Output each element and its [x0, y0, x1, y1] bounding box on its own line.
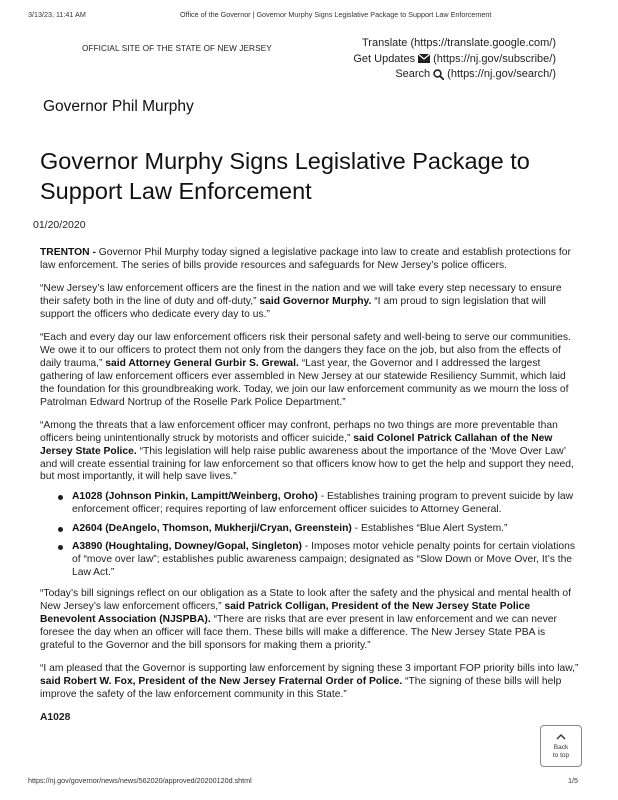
article-body: [40, 247, 580, 725]
quote-attribution: said Patrick Colligan, President of the New Jersey State Police Benevolent Association (NJSPBA).: [40, 601, 531, 625]
get-updates-link[interactable]: Get Updates: [353, 52, 416, 65]
paragraph-text: Governor Phil Murphy today signed a legislative package into law to create and establish protections for law enforcement. The series of bills provide resources and safeguards for New Jersey’s police officers.: [40, 247, 571, 271]
bill-id: A2604 (DeAngelo, Thomson, Mukherji/Cryan, Greenstein): [72, 522, 352, 534]
quote-text: “New Jersey’s law enforcement officers are the finest in the nation and we will take every step necessary to ensure their safety both in the line of duty and off-duty,”: [40, 283, 562, 308]
article-date: 01/20/2020: [33, 219, 86, 231]
back-to-top-label-2: to top: [552, 751, 570, 759]
quote-text: “I am pleased that the Governor is supporting law enforcement by signing these 3 important FOP priority bills into law,”: [40, 662, 579, 674]
search-url[interactable]: (https://nj.gov/search/): [447, 68, 556, 80]
quote-text: “This legislation will help raise public awareness about the importance of the ‘Move Over Law’ and will create essential training for law enforcement so that officers know how to get the help and support they need, but most importantly, it will help save lives.”: [40, 445, 574, 483]
site-brand[interactable]: Governor Phil Murphy: [43, 98, 194, 115]
quote-text: “There are risks that are ever present in law enforcement and we can never foresee the day when an officer will face them. These bills will make a difference. The New Jersey State PBA is grateful to the Governor and the bill sponsors for making them a priority.”: [40, 613, 557, 651]
quote-text: “Last year, the Governor and I addressed the largest gathering of law enforcement officers ever assembled in New Jersey at our statewide Resiliency Summit, which laid the foundation for this groundbreaking work. Today, we join our law enforcement community as we mourn the loss of Patrolman Edward Nortrup of the Roselle Park Police Department.”: [40, 357, 569, 408]
list-item: [40, 523, 580, 536]
list-item: [40, 541, 580, 580]
quote-state-police: [40, 420, 580, 485]
back-to-top-button[interactable]: [540, 725, 582, 767]
quote-text: “Today’s bill signings reflect on our obligation as a State to look after the safety and the physical and mental health of New Jersey’s law enforcement officers,”: [40, 588, 571, 613]
quote-attorney-general: [40, 332, 580, 409]
quote-text: “I am proud to sign legislation that will support the officers who dedicate every day to us.”: [40, 296, 546, 320]
search-link[interactable]: Search: [395, 68, 431, 80]
paragraph-lead: [40, 247, 580, 273]
quote-fop: [40, 663, 580, 702]
bill-id: A3890 (Houghtaling, Downey/Gopal, Singleton): [72, 541, 302, 553]
translate-link[interactable]: Translate (https://translate.google.com/): [361, 37, 556, 49]
quote-attribution: said Robert W. Fox, President of the New Jersey Fraternal Order of Police.: [40, 675, 403, 687]
official-site-label: OFFICIAL SITE OF THE STATE OF NEW JERSEY: [82, 44, 272, 53]
search-icon: [433, 67, 444, 83]
quote-attribution: said Colonel Patrick Callahan of the New Jersey State Police.: [40, 432, 553, 457]
quote-text: “Among the threats that a law enforcement officer may confront, perhaps no two things are more preventable than officers being unintentionally struck by motorists and officer suicide,”: [40, 419, 558, 444]
print-url: https://nj.gov/governor/news/news/562020/approved/20200120d.shtml: [28, 776, 252, 785]
print-header: [0, 0, 618, 24]
envelope-icon: [418, 52, 430, 68]
print-page-title: Office of the Governor | Governor Murphy Signs Legislative Package to Support Law Enforcement: [180, 10, 492, 19]
back-to-top-label-1: Back: [553, 744, 569, 751]
quote-attribution: said Attorney General Gurbir S. Grewal.: [105, 357, 299, 369]
print-timestamp: 3/13/23, 11:41 AM: [28, 10, 86, 19]
utility-links: [353, 36, 556, 83]
quote-governor: [40, 283, 580, 322]
article-headline: Governor Murphy Signs Legislative Package to Support Law Enforcement: [40, 148, 530, 204]
bill-id: A1028 (Johnson Pinkin, Lampitt/Weinberg, Oroho): [72, 490, 318, 502]
bill-description: - Imposes motor vehicle penalty points for certain violations of “move over law”; establishes public awareness campaign; designated as “Slow Down or Move Over, It’s the Law Act.”: [72, 541, 575, 579]
section-subhead: A1028: [40, 711, 71, 723]
print-footer: [0, 776, 618, 794]
bill-list: [40, 491, 580, 580]
print-page-number: 1/5: [568, 776, 578, 785]
quote-attribution: said Governor Murphy.: [259, 296, 372, 308]
get-updates-url[interactable]: (https://nj.gov/subscribe/): [433, 52, 556, 65]
dateline: TRENTON -: [40, 247, 96, 258]
bill-description: - Establishes “Blue Alert System.”: [351, 522, 508, 534]
chevron-up-icon: [556, 733, 566, 743]
quote-text: “Each and every day our law enforcement officers risk their personal safety and well-being to serve our communities. We owe it to our officers to protect them not only from the dangers they face on the job, but also from the effects of daily trauma,”: [40, 332, 571, 369]
list-item: [40, 491, 580, 517]
quote-njspba: [40, 588, 580, 653]
quote-text: “The signing of these bills will help improve the safety of the law enforcement community in this State.”: [40, 675, 562, 700]
bill-description: - Establishes training program to prevent suicide by law enforcement officer; requires reporting of law enforcement officer suicides to Attorney General.: [72, 490, 574, 515]
